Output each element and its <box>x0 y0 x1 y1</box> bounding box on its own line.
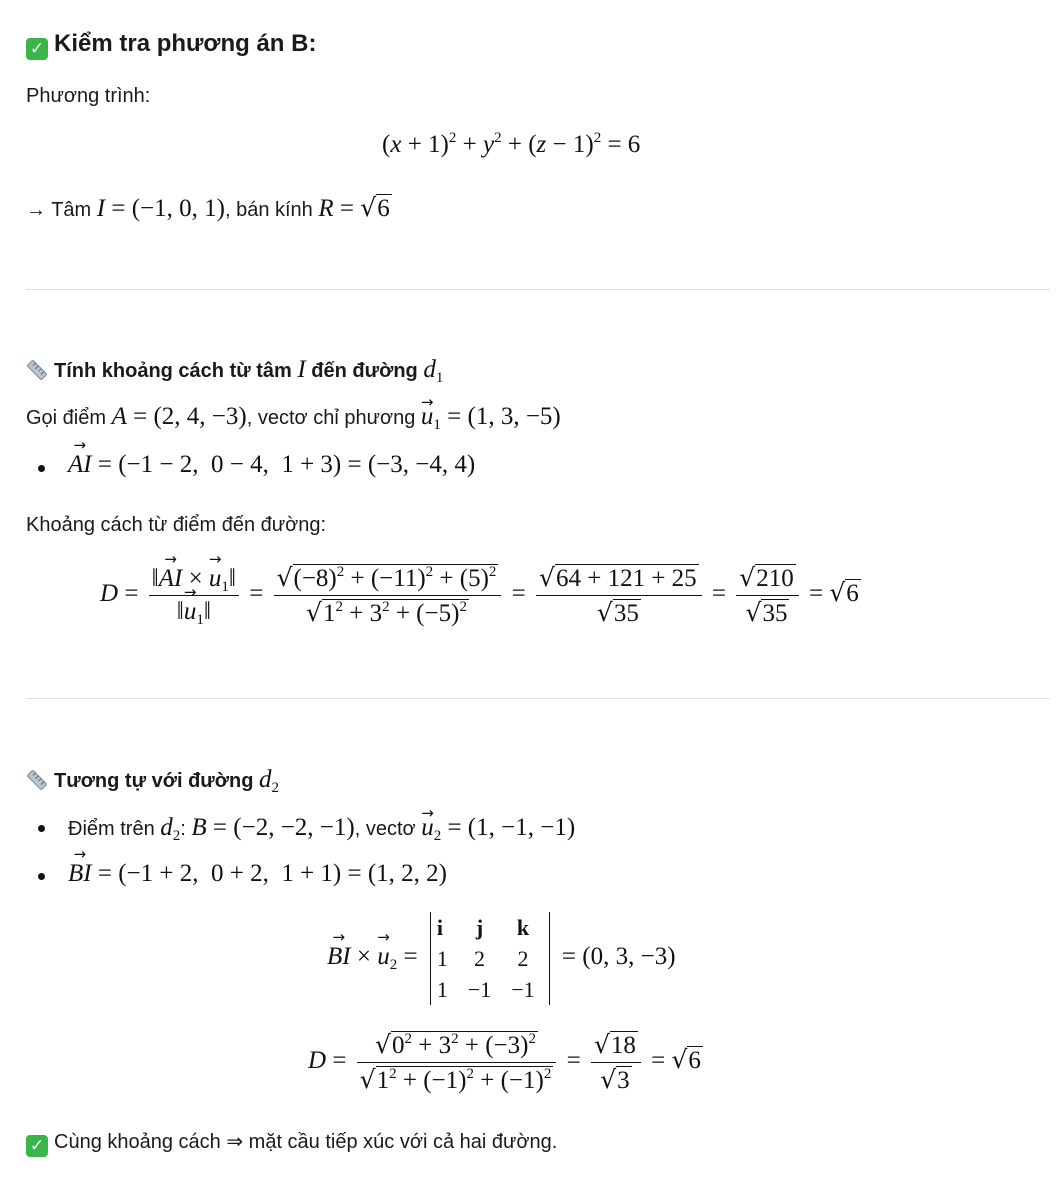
sphere-equation: $(x + 1)^2 + y^2 + (z - 1)^2 = 6$ <box>382 130 641 158</box>
section-d1-heading <box>26 357 443 384</box>
bi-vector: → BI = (−1 + 2, 0 + 2, 1 + 1) = (1, 2, 2) <box>68 860 447 888</box>
matrix-cell: 2 <box>517 946 529 971</box>
point-b-prefix: Điểm trên <box>68 818 155 840</box>
point-b-line: Điểm trên $d_2$: B = (−2, −2, −1), vectơ → $u_2 = (1$, −1, −1) <box>68 815 575 842</box>
center-prefix: → Tâm <box>26 199 92 221</box>
distance-formula-d2: D = $\frac{√0^2 + 3^2 + (-3)^2}{√1^2 + (-1)^2 + (-1)^2}$ = $\frac{√18}{√3}$ = √6 <box>308 1030 701 1094</box>
radius-prefix: , bán kính <box>224 199 313 221</box>
radius-math: R = √6 <box>318 193 390 222</box>
center-math: I = (−1, 0, 1) <box>96 195 225 222</box>
dir-u1-prefix: , vectơ chỉ phương <box>246 407 416 429</box>
matrix-cell: −1 <box>511 977 535 1002</box>
matrix-cell: 1 <box>436 977 448 1002</box>
point-a-line <box>26 404 561 431</box>
d1-heading-mid: đến đường <box>311 360 418 382</box>
point-b-line-var: $d_2$ <box>160 814 181 844</box>
matrix-cell: −1 <box>467 977 492 1002</box>
conclusion <box>26 1129 557 1157</box>
bullet-point-b <box>38 825 45 832</box>
divider-2 <box>26 698 1050 699</box>
dir-u2-math: → $u_2 = (1$, −1, −1) <box>421 814 575 841</box>
matrix-cell: k <box>516 915 530 940</box>
dir-u1-math: → $u_1 = (1$, 3, −5) <box>421 403 561 430</box>
dir-u2-prefix: , vectơ <box>354 818 416 840</box>
matrix-cell: j <box>475 915 484 940</box>
cross-result: = (0, 3, −3) <box>561 943 676 971</box>
cross-matrix <box>430 912 550 1005</box>
distance-formula-d1: D = $\frac{‖\to AI \times \to u_1‖}{‖\to u_1‖}$ = $\frac{√(-8)^2 + (-11)^2 + (5)^2}{√1^2 + 3^2 + (-5)^2}$ = $\frac{√64 + 121 + 25}{√35}$ = $\frac{√210}{√35}$ = √6 <box>100 563 861 628</box>
check-icon: ✓ <box>26 1135 48 1157</box>
ruler-icon <box>26 769 48 791</box>
section-b-heading-text: Kiểm tra phương án B: <box>54 30 317 57</box>
point-a-math: A = (2, 4, −3) <box>111 403 247 430</box>
ai-vector: → AI = (−1 − 2, 0 − 4, 1 + 3) = (−3, −4, 4) <box>68 451 475 479</box>
d2-heading-line: $d_2$ <box>258 766 279 796</box>
cross-product: → BI × → $u_2$ = i j k 1 2 2 1 −1 −1 = (0, 3, −3) <box>327 912 676 1005</box>
matrix-cell: i <box>436 915 443 940</box>
matrix-cell: 2 <box>474 946 486 971</box>
bullet-bi <box>38 873 45 880</box>
equation-label: Phương trình: <box>26 85 151 107</box>
point-b-math: B = (−2, −2, −1) <box>191 814 355 841</box>
d2-heading-text: Tương tự với đường <box>54 770 254 792</box>
check-icon: ✓ <box>26 38 48 60</box>
point-a-prefix: Gọi điểm <box>26 407 107 429</box>
d1-heading-text: Tính khoảng cách từ tâm <box>54 360 292 382</box>
section-b-heading <box>26 29 316 60</box>
bullet-ai <box>38 465 45 472</box>
conclusion-text: Cùng khoảng cách ⇒ mặt cầu tiếp xúc với cả hai đường. <box>54 1131 558 1153</box>
center-radius-line <box>26 194 392 223</box>
d1-heading-line: $d_1$ <box>423 356 444 386</box>
divider-1 <box>26 289 1050 290</box>
matrix-cell: 1 <box>436 946 448 971</box>
ruler-icon <box>26 359 48 381</box>
distance-label: Khoảng cách từ điểm đến đường: <box>26 514 327 536</box>
section-d2-heading <box>26 767 279 794</box>
d1-heading-var: I <box>297 356 306 383</box>
